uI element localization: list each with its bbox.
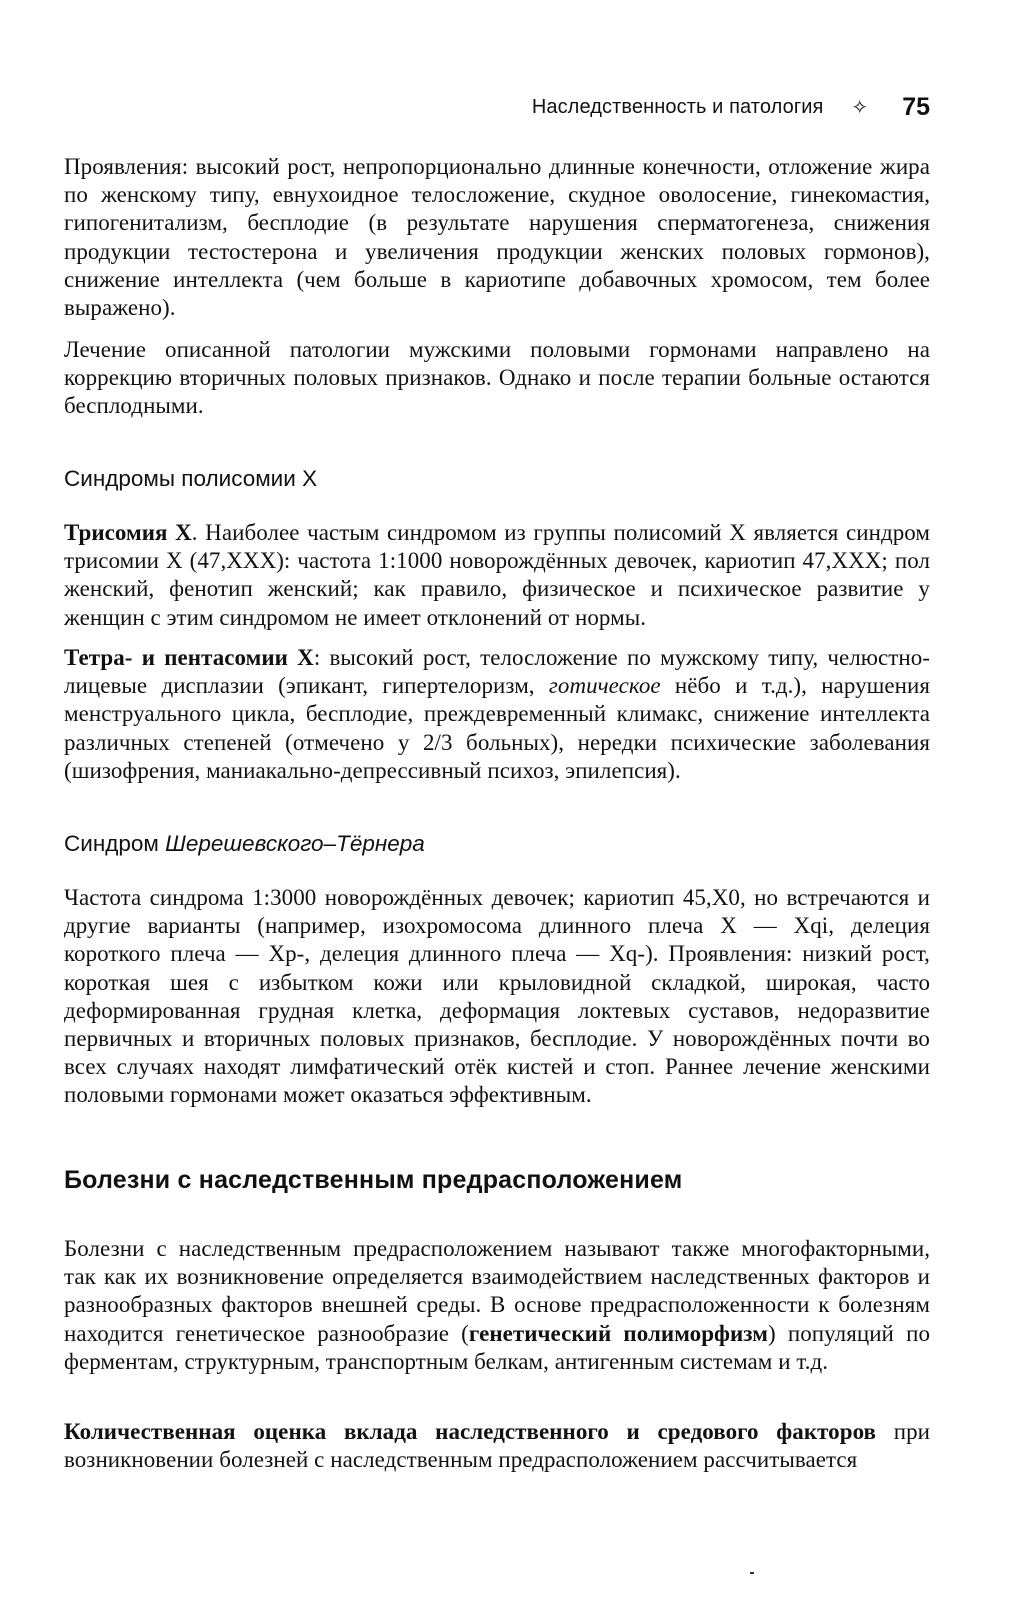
quantitative-text: при возникновении болезней с наследственным предрасположением рассчитывается <box>64 1419 930 1473</box>
paragraph-tetra-penta <box>64 644 930 785</box>
paragraph-trisomy-x <box>64 519 930 632</box>
paragraph-turner <box>64 884 930 1110</box>
predisposition-text-2: ) популяций по ферментам, структурным, транспортным белкам, антигенным системам и т.д. <box>64 1320 930 1374</box>
predisposition-text-1: Болезни с наследственным предрасположением называют также многофакторными, так как их возникновение определяется взаимодействием наследственных факторов и разнообразных факторов внешней среды. В основе предрасположенности к болезням находится генетическое разнообразие ( <box>64 1236 930 1346</box>
paragraph-manifestations <box>64 153 930 322</box>
term-quantitative-assessment: Количественная оценка вклада наследственного и средового факторов <box>64 1419 877 1444</box>
diamond-icon: ✧ <box>851 96 869 119</box>
paragraph-text: Лечение описанной патологии мужскими половыми гормонами направлено на коррекцию вторичных половых признаков. Однако и после терапии больные остаются бесплодными. <box>64 337 930 419</box>
term-genetic-polymorphism: генетический полиморфизм <box>468 1320 768 1346</box>
paragraph-predisposition <box>64 1235 930 1376</box>
paragraph-treatment <box>64 336 930 421</box>
heading-predisposition: Болезни с наследственным предрасположением <box>64 1166 683 1194</box>
running-head <box>500 90 930 124</box>
subheading-polysomy-x: Синдромы полисомии X <box>64 466 318 491</box>
term-trisomy-x: Трисомия X <box>64 520 192 545</box>
subheading-turner <box>64 831 425 857</box>
page-speck <box>750 1572 754 1574</box>
trisomy-text: . Наиболее частым синдромом из группы полисомий X является синдром трисомии X (47,XXX): частота 1:1000 новорождённых девочек, кариотип 47,XXX; пол женский, фенотип женский; как правило, физическое и психическое развитие у женщин с этим синдромом не имеет отклонений от нормы. <box>64 520 930 630</box>
paragraph-text: Проявления: высокий рост, непропорционально длинные конечности, отложение жира по женскому типу, евнухоидное телосложение, скудное оволосение, гинекомастия, гипогенитализм, бесплодие (в результате нарушения сперматогенеза, снижения продукции тестостерона и увеличения продукции женских половых гормонов), снижение интеллекта (чем больше в кариотипе добавочных хромосом, тем более выражено). <box>64 154 930 321</box>
paragraph-text: Частота синдрома 1:3000 новорождённых девочек; кариотип 45,X0, но встречаются и другие варианты (например, изохромосома длинного плеча X — Xqi, делеция короткого плеча — Xp-, делеция длинного плеча — Xq-). Проявления: низкий рост, короткая шея с избытком кожи или крыловидной складкой, широкая, часто деформированная грудная клетка, деформация локтевых суставов, недоразвитие первичных и вторичных половых признаков, бесплодие. У новорождённых почти во всех случаях находят лимфатический отёк кистей и стоп. Раннее лечение женскими половыми гормонами может оказаться эффективным. <box>64 885 930 1108</box>
term-tetra-penta: Тетра- и пентасомии X <box>64 645 314 670</box>
paragraph-quantitative <box>64 1418 930 1474</box>
page-number: 75 <box>902 92 930 121</box>
tetra-text-2: нёбо и т.д.), нарушения менструального цикла, бесплодие, преждевременный климакс, снижение интеллекта различных степеней (отмечено у 2/3 больных), нередки психические заболевания (шизофрения, маниакально-депрессивный психоз, эпилепсия). <box>64 673 930 783</box>
tetra-italic: готическое <box>548 673 661 699</box>
turner-heading-prefix: Синдром <box>64 831 166 856</box>
tetra-text-1: : высокий рост, телосложение по мужскому типу, челюстно-лицевые дисплазии (эпикант, гипертелоризм, <box>64 645 930 699</box>
running-head-title: Наследственность и патология <box>531 95 824 118</box>
turner-heading-italic: Шерешевского–Тёрнера <box>165 831 425 856</box>
